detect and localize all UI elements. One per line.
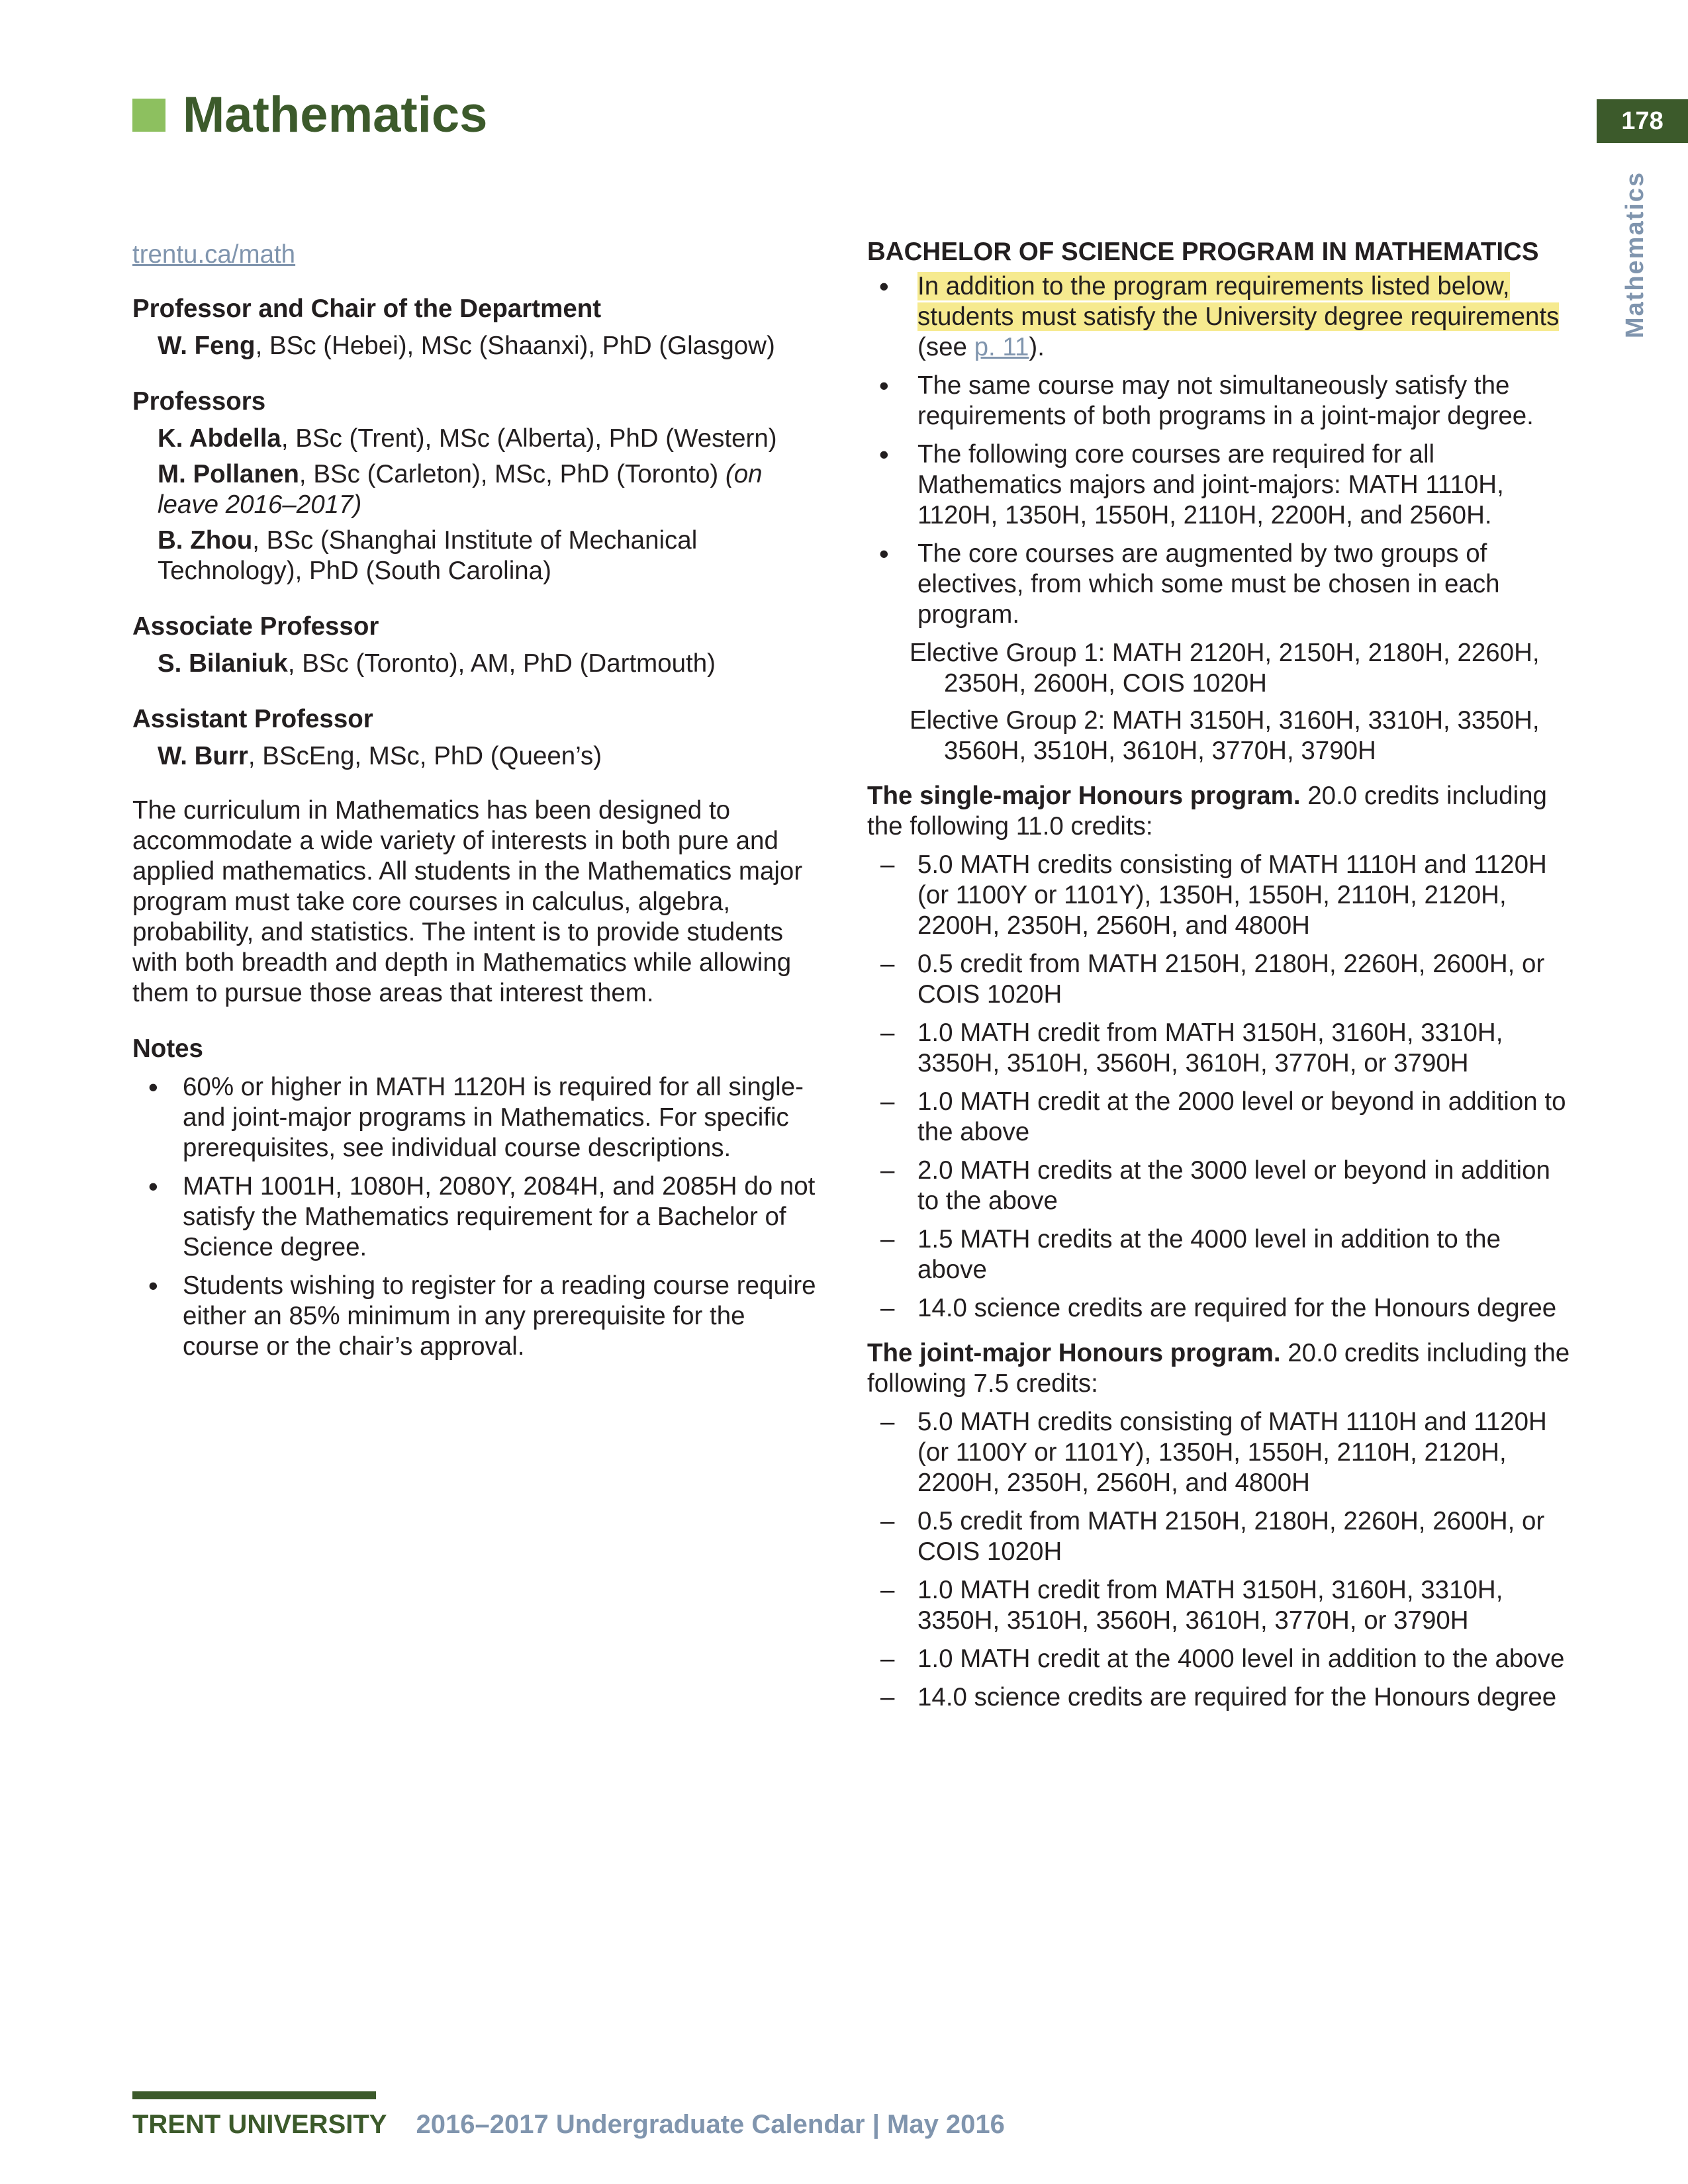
faculty-entry: [158, 331, 821, 361]
single-major-credits: 20.0 credits including the following 11.0 credits:: [867, 782, 1547, 841]
footer: [132, 2110, 1005, 2140]
requirement-item: – 0.5 credit from MATH 2150H, 2180H, 2260H, 2600H, or COIS 1020H: [867, 1506, 1575, 1567]
faculty-entry: [158, 459, 821, 520]
program-notes-list: [867, 271, 1575, 630]
note-item: • 60% or higher in MATH 1120H is required for all single- and joint-major programs in Mathematics. For specific prerequisites, see individual course descriptions.: [132, 1072, 821, 1163]
degree-requirements-page-link[interactable]: p. 11: [974, 333, 1029, 361]
side-section-tab: [1615, 169, 1655, 341]
faculty-credentials: , BScEng, MSc, PhD (Queen’s): [248, 742, 602, 770]
see-text: (see: [917, 333, 974, 361]
notes-heading: Notes: [132, 1034, 203, 1063]
program-note-item: • The core courses are augmented by two groups of electives, from which some must be chosen in each program.: [867, 539, 1575, 630]
footer-university: TRENT UNIVERSITY: [132, 2110, 387, 2139]
requirement-item: – 1.0 MATH credit from MATH 3150H, 3160H, 3310H, 3350H, 3510H, 3560H, 3610H, 3770H, or 3790H: [867, 1575, 1575, 1636]
note-item: • Students wishing to register for a reading course require either an 85% minimum in any prerequisite for the course or the chair’s approval.: [132, 1271, 821, 1362]
website-link[interactable]: trentu.ca/math: [132, 240, 296, 269]
requirement-item: – 5.0 MATH credits consisting of MATH 1110H and 1120H (or 1100Y or 1101Y), 1350H, 1550H, 2110H, 2120H, 2200H, 2350H, 2560H, and 4800H: [867, 1407, 1575, 1498]
title-square-icon: [132, 99, 165, 132]
single-major-requirements: [867, 850, 1575, 1324]
notes-list: [132, 1072, 821, 1362]
faculty-name: W. Burr: [158, 742, 248, 770]
joint-major-credits: 20.0 credits including the following 7.5 credits:: [867, 1339, 1570, 1398]
closing-text: ).: [1029, 333, 1045, 361]
note-item: • MATH 1001H, 1080H, 2080Y, 2084H, and 2085H do not satisfy the Mathematics requirement for a Bachelor of Science degree.: [132, 1171, 821, 1263]
bsc-program-heading: BACHELOR OF SCIENCE PROGRAM IN MATHEMATICS: [867, 238, 1539, 266]
elective-group: Elective Group 1: MATH 2120H, 2150H, 2180H, 2260H, 2350H, 2600H, COIS 1020H: [910, 639, 1540, 698]
faculty-name: B. Zhou: [158, 526, 253, 555]
requirement-item: – 0.5 credit from MATH 2150H, 2180H, 2260H, 2600H, or COIS 1020H: [867, 949, 1575, 1010]
side-section-tab-label: Mathematics: [1620, 171, 1649, 339]
elective-group: Elective Group 2: MATH 3150H, 3160H, 3310H, 3350H, 3560H, 3510H, 3610H, 3770H, 3790H: [910, 706, 1540, 765]
program-note-item: • The same course may not simultaneously satisfy the requirements of both programs in a joint-major degree.: [867, 371, 1575, 432]
requirement-item: – 1.0 MATH credit from MATH 3150H, 3160H, 3310H, 3350H, 3510H, 3560H, 3610H, 3770H, or 3790H: [867, 1018, 1575, 1079]
faculty-name: S. Bilaniuk: [158, 649, 288, 678]
associate-professor-heading: Associate Professor: [132, 612, 379, 641]
faculty-entry: [158, 741, 821, 772]
faculty-credentials: , BSc (Trent), MSc (Alberta), PhD (Western): [281, 424, 777, 453]
program-note-item: • The following core courses are required for all Mathematics majors and joint-majors: MATH 1110H, 1120H, 1350H, 1550H, 2110H, 2200H, and 2560H.: [867, 439, 1575, 531]
footer-calendar: 2016–2017 Undergraduate Calendar | May 2016: [416, 2110, 1005, 2139]
faculty-name: M. Pollanen: [158, 460, 299, 488]
page-title: [132, 86, 487, 144]
joint-major-requirements: [867, 1407, 1575, 1713]
right-column: [867, 237, 1575, 1713]
page-title-text: Mathematics: [183, 87, 488, 143]
chair-heading: Professor and Chair of the Department: [132, 295, 602, 323]
program-note-item: [867, 271, 1575, 363]
faculty-entry: [158, 424, 821, 454]
faculty-credentials: , BSc (Shanghai Institute of Mechanical Technology), PhD (South Carolina): [158, 526, 698, 585]
requirement-item: – 2.0 MATH credits at the 3000 level or beyond in addition to the above: [867, 1156, 1575, 1216]
faculty-entry: [158, 525, 821, 586]
faculty-name: K. Abdella: [158, 424, 281, 453]
professors-heading: Professors: [132, 387, 266, 416]
faculty-credentials: , BSc (Toronto), AM, PhD (Dartmouth): [287, 649, 716, 678]
requirement-item: – 14.0 science credits are required for the Honours degree: [867, 1682, 1575, 1713]
faculty-credentials: , BSc (Carleton), MSc, PhD (Toronto): [299, 460, 726, 488]
highlighted-text: In addition to the program requirements listed below, students must satisfy the University degree requirements: [917, 272, 1560, 331]
footer-rule: [132, 2091, 376, 2099]
requirement-item: – 14.0 science credits are required for the Honours degree: [867, 1293, 1575, 1324]
intro-paragraph: The curriculum in Mathematics has been designed to accommodate a wide variety of interests in both pure and applied mathematics. All students in the Mathematics major program must take core courses in calculus, algebra, probability, and statistics. The intent is to provide students with both breadth and depth in Mathematics while allowing them to pursue those areas that interest them.: [132, 796, 803, 1007]
faculty-credentials: , BSc (Hebei), MSc (Shaanxi), PhD (Glasgow): [255, 332, 775, 360]
requirement-item: – 5.0 MATH credits consisting of MATH 1110H and 1120H (or 1100Y or 1101Y), 1350H, 1550H, 2110H, 2120H, 2200H, 2350H, 2560H, and 4800H: [867, 850, 1575, 941]
faculty-entry: [158, 649, 821, 679]
page-number-badge: 178: [1597, 99, 1688, 143]
joint-major-title: The joint-major Honours program.: [867, 1339, 1281, 1367]
faculty-leave-note: (on leave 2016–2017): [158, 460, 763, 519]
single-major-intro: [867, 781, 1575, 842]
joint-major-intro: [867, 1338, 1575, 1399]
requirement-item: – 1.0 MATH credit at the 4000 level in addition to the above: [867, 1644, 1575, 1674]
faculty-name: W. Feng: [158, 332, 256, 360]
requirement-item: – 1.0 MATH credit at the 2000 level or beyond in addition to the above: [867, 1087, 1575, 1148]
left-column: [132, 237, 821, 1362]
single-major-title: The single-major Honours program.: [867, 782, 1301, 810]
assistant-professor-heading: Assistant Professor: [132, 705, 373, 733]
requirement-item: – 1.5 MATH credits at the 4000 level in addition to the above: [867, 1224, 1575, 1285]
